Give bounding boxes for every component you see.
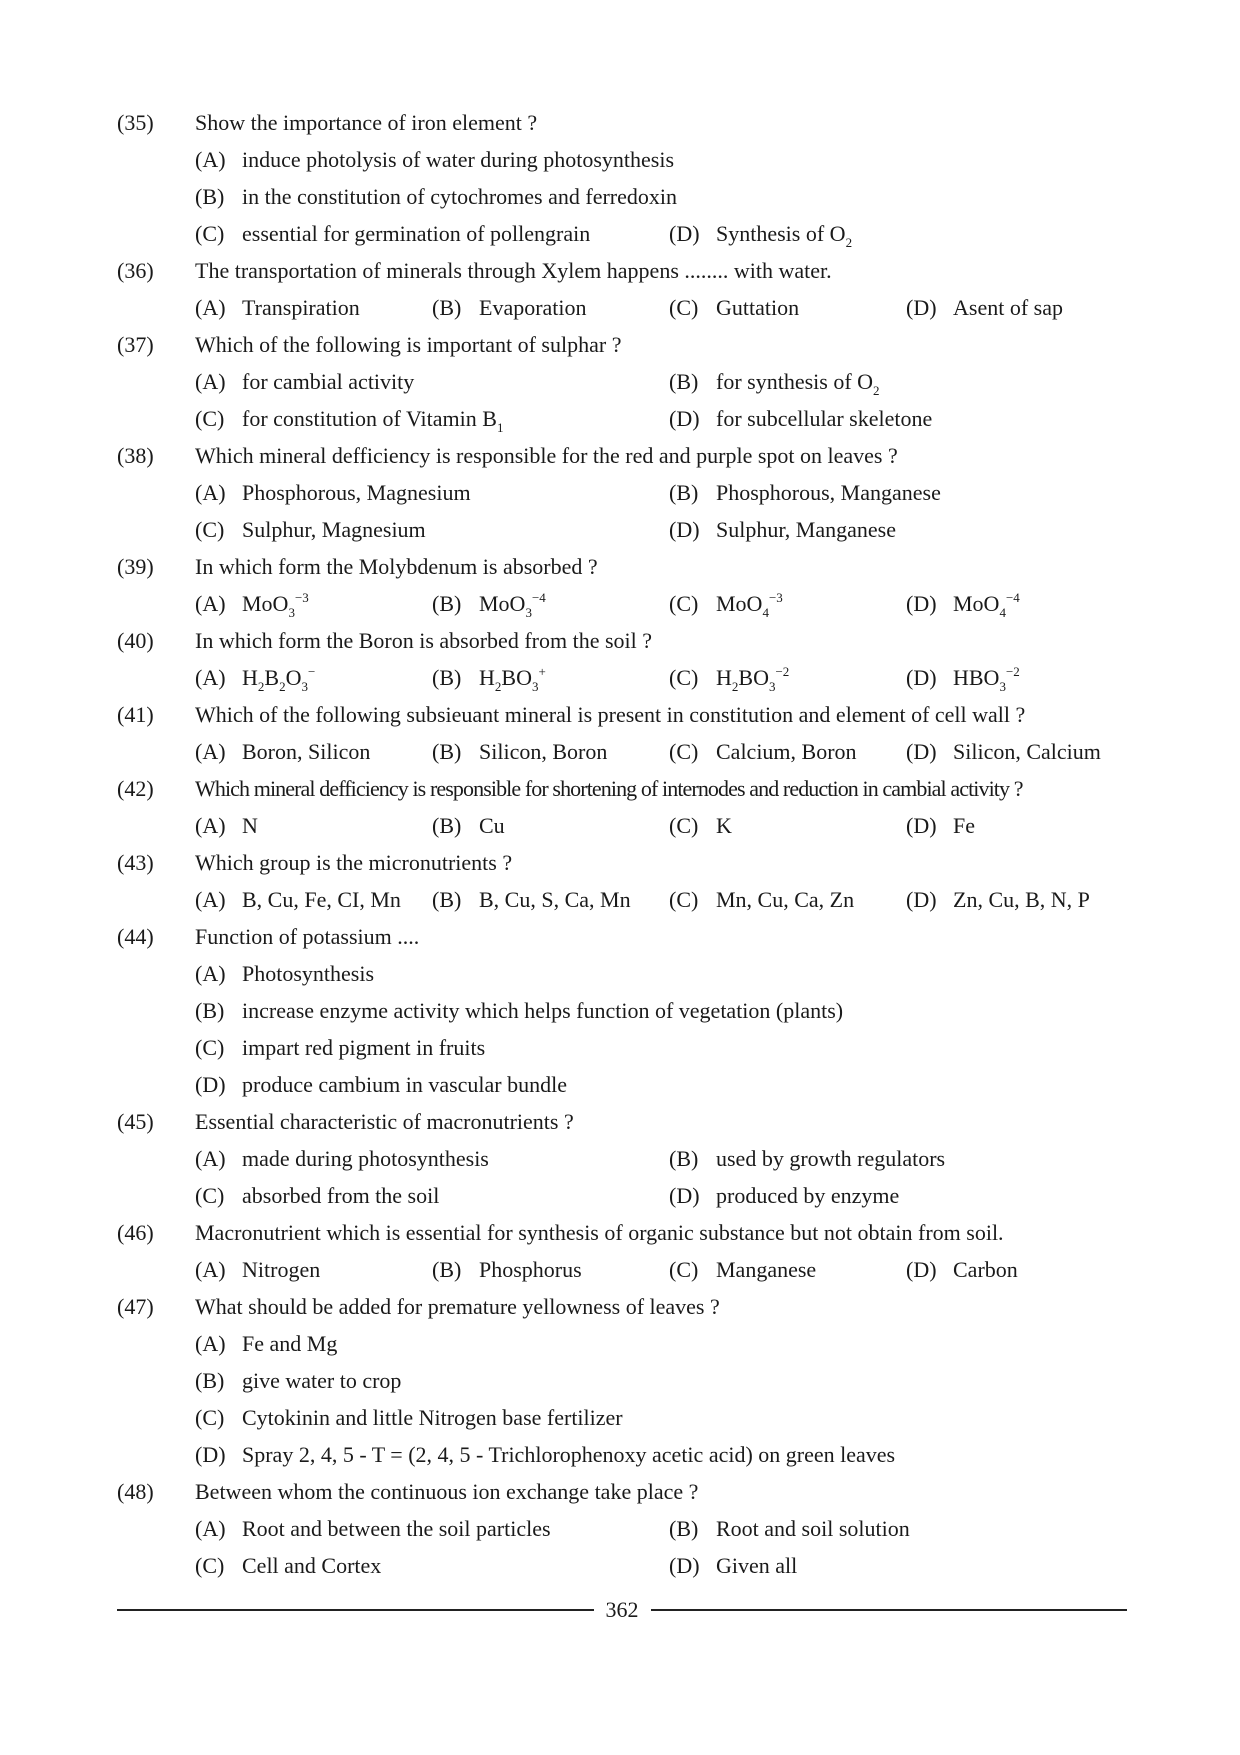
option-label: (D) (906, 294, 937, 320)
option-subscript: 2 (873, 382, 880, 398)
option-text: $H_2B_2O_3^-$ (242, 663, 316, 694)
option-text-main: for synthesis of O (716, 368, 874, 394)
option-text (716, 295, 799, 321)
option-label: (C) (195, 220, 225, 246)
question-item (117, 696, 1127, 770)
option-text (953, 739, 1101, 765)
option-label: (A) (195, 146, 226, 172)
option-text (242, 405, 504, 435)
option-text-main: Given all (716, 1552, 798, 1578)
question-number: (45) (117, 1108, 154, 1134)
page-footer (117, 1590, 1127, 1630)
option-label: (C) (669, 664, 699, 690)
answer-option (195, 215, 669, 252)
option-text (242, 813, 258, 839)
option-text-main: Cu (479, 812, 505, 838)
option-label: (B) (432, 886, 462, 912)
option-label: (B) (432, 738, 462, 764)
options-row (195, 141, 1127, 178)
option-text-main: produce cambium in vascular bundle (242, 1071, 568, 1097)
option-text (242, 517, 426, 543)
answer-option (195, 289, 432, 326)
option-text (242, 147, 674, 173)
option-text: MoO$_3^{-4}$ (479, 589, 546, 620)
answer-option (195, 1066, 1127, 1103)
option-text: $HBO_3^{-2}$ (953, 663, 1020, 694)
question-item (117, 104, 1127, 252)
options-row (195, 178, 1127, 215)
option-label: (B) (669, 1145, 699, 1171)
page-number: 362 (605, 1597, 639, 1622)
option-text-main: Root and soil solution (716, 1515, 910, 1541)
option-label: (D) (195, 1071, 226, 1097)
answer-option (906, 659, 1156, 696)
footer-rule-left (117, 1609, 594, 1611)
option-label: (D) (906, 590, 937, 616)
option-text (953, 1257, 1018, 1283)
answer-option (669, 659, 906, 696)
option-text-main: essential for germination of pollengrain (242, 220, 591, 246)
answer-option (195, 1547, 669, 1584)
option-label: (C) (195, 1404, 225, 1430)
option-text (242, 739, 370, 765)
option-label: (A) (195, 1515, 226, 1541)
option-label: (D) (906, 664, 937, 690)
option-text (242, 1368, 401, 1394)
option-label: (B) (669, 368, 699, 394)
question-text: Which mineral defficiency is responsible for shortening of internodes and reduction in cambial activity ? (195, 775, 1023, 801)
answer-option (432, 585, 669, 622)
option-label: (B) (669, 479, 699, 505)
option-text-main: N (242, 812, 258, 838)
answer-option (906, 807, 1156, 844)
option-text-main: give water to crop (242, 1367, 402, 1393)
option-text (242, 1516, 551, 1542)
option-text (716, 1553, 797, 1579)
question-number: (36) (117, 257, 154, 283)
option-text (953, 295, 1063, 321)
option-text: $H_2BO_3^+$ (479, 663, 546, 694)
option-text (242, 1442, 895, 1468)
question-item (117, 1288, 1127, 1473)
answer-option (195, 178, 1127, 215)
question-number: (46) (117, 1219, 154, 1245)
option-label: (C) (195, 1552, 225, 1578)
option-text-main: Sulphur, Manganese (716, 516, 896, 542)
option-text-main: Calcium, Boron (716, 738, 857, 764)
option-text-main: Boron, Silicon (242, 738, 371, 764)
option-label: (B) (432, 1256, 462, 1282)
options-grid (195, 363, 1127, 437)
question-item (117, 844, 1127, 918)
answer-option (195, 1029, 1127, 1066)
option-text-main: Guttation (716, 294, 800, 320)
option-text (242, 1146, 489, 1172)
option-text (479, 295, 587, 321)
question-text: What should be added for premature yellowness of leaves ? (195, 1293, 720, 1319)
option-text (242, 369, 414, 395)
question-item (117, 252, 1127, 326)
option-text (716, 739, 857, 765)
options-grid (195, 474, 1127, 548)
option-label: (D) (669, 516, 700, 542)
answer-option (669, 400, 1149, 437)
option-text (242, 221, 590, 247)
answer-option (195, 141, 1127, 178)
option-label: (B) (432, 294, 462, 320)
option-label: (D) (906, 812, 937, 838)
question-text: Which group is the micronutrients ? (195, 849, 513, 875)
option-label: (A) (195, 886, 226, 912)
answer-option (432, 807, 669, 844)
option-text: MoO$_4^{-4}$ (953, 589, 1020, 620)
option-text-main: in the constitution of cytochromes and ferredoxin (242, 183, 677, 209)
answer-option (195, 881, 432, 918)
option-text-main: increase enzyme activity which helps function of vegetation (plants) (242, 997, 844, 1023)
option-subscript: 2 (845, 234, 853, 250)
option-text-main: used by growth regulators (716, 1145, 946, 1171)
options-row (195, 215, 1127, 252)
option-text (242, 295, 360, 321)
answer-option (669, 807, 906, 844)
answer-option (195, 659, 432, 696)
options-grid (195, 659, 1127, 696)
option-text (242, 1183, 439, 1209)
option-label: (B) (432, 812, 462, 838)
option-label: (A) (195, 368, 226, 394)
option-label: (A) (195, 812, 226, 838)
question-text: The transportation of minerals through Xylem happens ........ with water. (195, 257, 832, 283)
options-grid (195, 733, 1127, 770)
option-text (716, 1516, 910, 1542)
option-text (953, 887, 1090, 913)
option-label: (D) (906, 738, 937, 764)
question-number: (35) (117, 109, 154, 135)
answer-option (195, 807, 432, 844)
question-item (117, 918, 1127, 1103)
option-text (716, 220, 853, 250)
answer-option (906, 881, 1156, 918)
option-text-main: impart red pigment in fruits (242, 1034, 486, 1060)
answer-option (432, 881, 669, 918)
option-text (479, 887, 631, 913)
option-label: (C) (195, 1182, 225, 1208)
option-label: (D) (669, 220, 700, 246)
option-text: $H_2BO_3^{-2}$ (716, 663, 790, 694)
question-row (117, 622, 1127, 659)
options-grid (195, 585, 1127, 622)
options-grid (195, 807, 1127, 844)
answer-option (669, 215, 1149, 252)
option-text-main: Fe (953, 812, 975, 838)
answer-option (669, 1177, 1149, 1214)
answer-option (432, 1251, 669, 1288)
option-label: (C) (669, 812, 699, 838)
footer-rule-right (651, 1609, 1128, 1611)
option-label: (D) (195, 1441, 226, 1467)
answer-option (432, 289, 669, 326)
option-text (242, 887, 401, 913)
option-text-main: Asent of sap (953, 294, 1063, 320)
question-number: (47) (117, 1293, 154, 1319)
option-text (242, 1035, 485, 1061)
option-text (242, 961, 374, 987)
answer-option (906, 289, 1156, 326)
option-text (716, 480, 941, 506)
option-label: (A) (195, 1330, 226, 1356)
option-text-main: Silicon, Boron (479, 738, 608, 764)
answer-option (432, 659, 669, 696)
answer-option (195, 585, 432, 622)
option-label: (B) (669, 1515, 699, 1541)
option-label: (C) (669, 738, 699, 764)
option-label: (D) (669, 405, 700, 431)
answer-option (195, 1140, 669, 1177)
answer-option (669, 1140, 1149, 1177)
answer-option (195, 1436, 1127, 1473)
option-text-main: absorbed from the soil (242, 1182, 440, 1208)
question-text: Essential characteristic of macronutrients ? (195, 1108, 574, 1134)
question-row (117, 252, 1127, 289)
option-label: (D) (906, 1256, 937, 1282)
question-item (117, 437, 1127, 548)
answer-option (195, 474, 669, 511)
answer-option (195, 1510, 669, 1547)
question-text: Which of the following subsieuant mineral is present in constitution and element of cell wall ? (195, 701, 1026, 727)
option-label: (C) (669, 294, 699, 320)
option-text-main: Cytokinin and little Nitrogen base fertilizer (242, 1404, 623, 1430)
option-text-main: made during photosynthesis (242, 1145, 489, 1171)
question-item (117, 622, 1127, 696)
option-text (242, 1331, 337, 1357)
option-text-main: induce photolysis of water during photosynthesis (242, 146, 675, 172)
option-text-main: Silicon, Calcium (953, 738, 1101, 764)
option-label: (B) (195, 183, 225, 209)
option-text-main: Transpiration (242, 294, 360, 320)
question-item (117, 1473, 1127, 1584)
answer-option (669, 1251, 906, 1288)
option-text-main: Phosphorous, Manganese (716, 479, 941, 505)
question-item (117, 326, 1127, 437)
question-number: (43) (117, 849, 154, 875)
option-text-main: for cambial activity (242, 368, 415, 394)
option-text-main: Mn, Cu, Ca, Zn (716, 886, 855, 912)
answer-option (669, 585, 906, 622)
answer-option (195, 400, 669, 437)
options-grid (195, 289, 1127, 326)
option-label: (C) (669, 1256, 699, 1282)
question-number: (37) (117, 331, 154, 357)
option-text (242, 184, 677, 210)
answer-option (195, 1399, 1127, 1436)
option-label: (C) (669, 590, 699, 616)
question-list (117, 104, 1127, 1584)
option-label: (D) (669, 1552, 700, 1578)
answer-option (906, 585, 1156, 622)
options-grid (195, 1140, 1127, 1214)
option-text-main: for subcellular skeletone (716, 405, 933, 431)
option-text (242, 1072, 567, 1098)
question-text: Between whom the continuous ion exchange take place ? (195, 1478, 699, 1504)
option-text-main: Zn, Cu, B, N, P (953, 886, 1090, 912)
question-text: Which of the following is important of sulphar ? (195, 331, 622, 357)
option-label: (A) (195, 1145, 226, 1171)
option-label: (A) (195, 590, 226, 616)
option-subscript: 1 (496, 419, 504, 435)
option-label: (A) (195, 294, 226, 320)
option-text (479, 813, 505, 839)
question-text: Function of potassium .... (195, 923, 420, 949)
option-text-main: Cell and Cortex (242, 1552, 382, 1578)
option-label: (C) (195, 405, 225, 431)
option-text: MoO$_3^{-3}$ (242, 589, 309, 620)
answer-option (195, 1177, 669, 1214)
option-text (716, 406, 932, 432)
answer-option (669, 363, 1149, 400)
question-number: (40) (117, 627, 154, 653)
option-text-main: produced by enzyme (716, 1182, 900, 1208)
option-text (242, 1405, 623, 1431)
question-row (117, 104, 1127, 141)
option-text-main: Root and between the soil particles (242, 1515, 551, 1541)
question-number: (41) (117, 701, 154, 727)
option-text (716, 1257, 816, 1283)
option-text-main: B, Cu, Fe, CI, Mn (242, 886, 401, 912)
question-text: Which mineral defficiency is responsible for the red and purple spot on leaves ? (195, 442, 898, 468)
question-number: (39) (117, 553, 154, 579)
question-row (117, 1214, 1127, 1251)
answer-option (195, 1362, 1127, 1399)
option-label: (D) (669, 1182, 700, 1208)
answer-option (669, 1547, 1149, 1584)
answer-option (195, 1251, 432, 1288)
option-text-main: Sulphur, Magnesium (242, 516, 426, 542)
option-text-main: Fe and Mg (242, 1330, 338, 1356)
question-text: Show the importance of iron element ? (195, 109, 538, 135)
question-text: In which form the Molybdenum is absorbed ? (195, 553, 598, 579)
option-label: (A) (195, 1256, 226, 1282)
question-number: (42) (117, 775, 154, 801)
option-text-main: Phosphorous, Magnesium (242, 479, 471, 505)
question-row (117, 548, 1127, 585)
answer-option (195, 363, 669, 400)
answer-option (906, 1251, 1156, 1288)
option-text-main: Spray 2, 4, 5 - T = (2, 4, 5 - Trichlorophenoxy acetic acid) on green leaves (242, 1441, 896, 1467)
option-text (242, 1553, 381, 1579)
option-label: (A) (195, 738, 226, 764)
option-text (716, 368, 880, 398)
option-text (242, 1257, 320, 1283)
answer-option (669, 881, 906, 918)
option-text (716, 517, 896, 543)
answer-option (669, 1510, 1149, 1547)
option-text-main: for constitution of Vitamin B (242, 405, 497, 431)
answer-option (195, 992, 1127, 1029)
option-text: MoO$_4^{-3}$ (716, 589, 783, 620)
option-label: (C) (195, 1034, 225, 1060)
question-row (117, 1103, 1127, 1140)
question-text: In which form the Boron is absorbed from the soil ? (195, 627, 653, 653)
option-text-main: B, Cu, S, Ca, Mn (479, 886, 631, 912)
answer-option (195, 1325, 1127, 1362)
answer-option (669, 511, 1149, 548)
option-text-main: Phosphorus (479, 1256, 582, 1282)
option-text (716, 887, 854, 913)
question-item (117, 1214, 1127, 1288)
option-label: (B) (195, 1367, 225, 1393)
question-row (117, 326, 1127, 363)
question-number: (48) (117, 1478, 154, 1504)
option-label: (B) (432, 590, 462, 616)
question-number: (38) (117, 442, 154, 468)
option-label: (D) (906, 886, 937, 912)
option-text-main: Evaporation (479, 294, 587, 320)
option-text (242, 480, 471, 506)
option-text-main: Nitrogen (242, 1256, 321, 1282)
answer-option (195, 511, 669, 548)
question-item (117, 1103, 1127, 1214)
options-grid (195, 955, 1127, 1103)
option-label: (B) (195, 997, 225, 1023)
options-grid (195, 1510, 1127, 1584)
question-row (117, 918, 1127, 955)
question-row (117, 1288, 1127, 1325)
answer-option (669, 474, 1149, 511)
question-row (117, 770, 1127, 807)
question-item (117, 548, 1127, 622)
option-label: (A) (195, 960, 226, 986)
options-grid (195, 1325, 1127, 1473)
question-item (117, 770, 1127, 844)
option-text-main: K (716, 812, 732, 838)
option-text-main: Photosynthesis (242, 960, 375, 986)
question-row (117, 437, 1127, 474)
option-label: (A) (195, 664, 226, 690)
option-text (479, 1257, 582, 1283)
question-number: (44) (117, 923, 154, 949)
option-text (953, 813, 975, 839)
answer-option (195, 955, 1127, 992)
answer-option (195, 733, 432, 770)
option-label: (A) (195, 479, 226, 505)
option-text-main: Manganese (716, 1256, 817, 1282)
question-row (117, 1473, 1127, 1510)
option-label: (C) (669, 886, 699, 912)
options-grid (195, 881, 1127, 918)
answer-option (669, 733, 906, 770)
answer-option (669, 289, 906, 326)
option-text-main: Synthesis of O (716, 220, 846, 246)
option-label: (C) (195, 516, 225, 542)
option-text (716, 1183, 899, 1209)
answer-option (906, 733, 1156, 770)
answer-option (432, 733, 669, 770)
option-text (716, 1146, 945, 1172)
option-text (242, 998, 843, 1024)
question-text: Macronutrient which is essential for synthesis of organic substance but not obtain from soil. (195, 1219, 1004, 1245)
question-row (117, 696, 1127, 733)
question-row (117, 844, 1127, 881)
options-grid (195, 1251, 1127, 1288)
option-text (716, 813, 732, 839)
option-text-main: Carbon (953, 1256, 1018, 1282)
option-label: (B) (432, 664, 462, 690)
option-text (479, 739, 607, 765)
